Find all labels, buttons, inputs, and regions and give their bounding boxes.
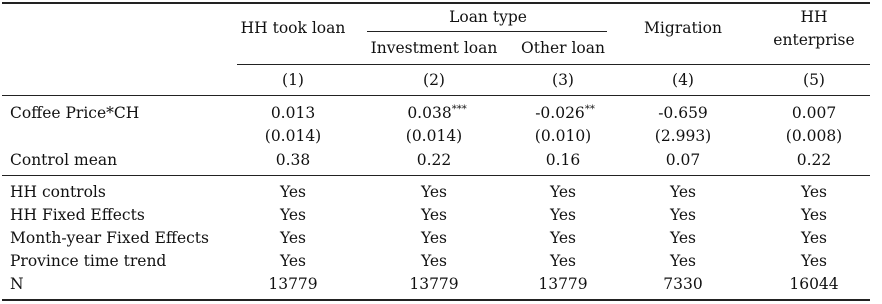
table-cell: Yes <box>549 206 577 224</box>
table-cell: Yes <box>800 229 828 247</box>
col1-header: HH took loan <box>240 19 346 37</box>
col2-header: Investment loan <box>370 39 498 57</box>
table-cell: Yes <box>420 229 448 247</box>
coef-estimate-5: 0.007 <box>791 104 837 122</box>
table-cell: Yes <box>669 229 697 247</box>
table-cell: Yes <box>279 183 307 201</box>
table-cell: Yes <box>669 183 697 201</box>
control-mean-3: 0.16 <box>545 151 581 169</box>
coef-se-4: (2.993) <box>654 127 712 145</box>
coef-estimate-3: -0.026** <box>535 104 595 122</box>
table-cell: Yes <box>420 206 448 224</box>
bottom-rule <box>2 299 870 301</box>
coef-se-5: (0.008) <box>785 127 843 145</box>
table-cell: Yes <box>420 252 448 270</box>
controls-rule <box>2 175 870 176</box>
table-cell: Yes <box>800 252 828 270</box>
table-cell: 16044 <box>789 275 839 293</box>
loan-type-rule <box>367 31 607 32</box>
loan-type-header: Loan type <box>449 8 527 26</box>
control-mean-label: Control mean <box>10 151 118 169</box>
table-cell: Yes <box>279 206 307 224</box>
table-cell: 13779 <box>268 275 318 293</box>
col-number-2: (2) <box>423 71 445 89</box>
control-mean-4: 0.07 <box>665 151 701 169</box>
table-cell: Yes <box>549 229 577 247</box>
coef-estimate-1: 0.013 <box>270 104 316 122</box>
table-cell: Yes <box>669 206 697 224</box>
top-rule <box>2 2 870 4</box>
table-row-label: Province time trend <box>10 252 167 270</box>
coef-se-2: (0.014) <box>405 127 463 145</box>
col-number-5: (5) <box>803 71 825 89</box>
coef-label: Coffee Price*CH <box>10 104 140 122</box>
coef-estimate-2: 0.038*** <box>407 104 467 122</box>
coef-se-1: (0.014) <box>264 127 322 145</box>
table-row-label: N <box>10 275 24 293</box>
table-row-label: HH Fixed Effects <box>10 206 145 224</box>
table-cell: 13779 <box>409 275 459 293</box>
table-cell: Yes <box>549 183 577 201</box>
col4-header: Migration <box>644 19 722 37</box>
table-cell: Yes <box>549 252 577 270</box>
col3-header: Other loan <box>521 39 605 57</box>
table-cell: Yes <box>279 229 307 247</box>
coef-estimate-4: -0.659 <box>658 104 708 122</box>
table-cell: Yes <box>420 183 448 201</box>
table-row-label: HH controls <box>10 183 106 201</box>
table-cell: Yes <box>800 183 828 201</box>
col-number-3: (3) <box>552 71 574 89</box>
table-cell: 7330 <box>663 275 703 293</box>
header-rule <box>237 64 870 65</box>
table-cell: Yes <box>800 206 828 224</box>
col-number-4: (4) <box>672 71 694 89</box>
control-mean-5: 0.22 <box>796 151 832 169</box>
control-mean-1: 0.38 <box>275 151 311 169</box>
table-cell: Yes <box>279 252 307 270</box>
col5-header-line1: HH <box>800 8 828 26</box>
table-row-label: Month-year Fixed Effects <box>10 229 209 247</box>
table-cell: 13779 <box>538 275 588 293</box>
coef-se-3: (0.010) <box>534 127 592 145</box>
col5-header-line2: enterprise <box>773 31 855 49</box>
column-number-rule <box>2 95 870 96</box>
table-cell: Yes <box>669 252 697 270</box>
control-mean-2: 0.22 <box>416 151 452 169</box>
col-number-1: (1) <box>282 71 304 89</box>
